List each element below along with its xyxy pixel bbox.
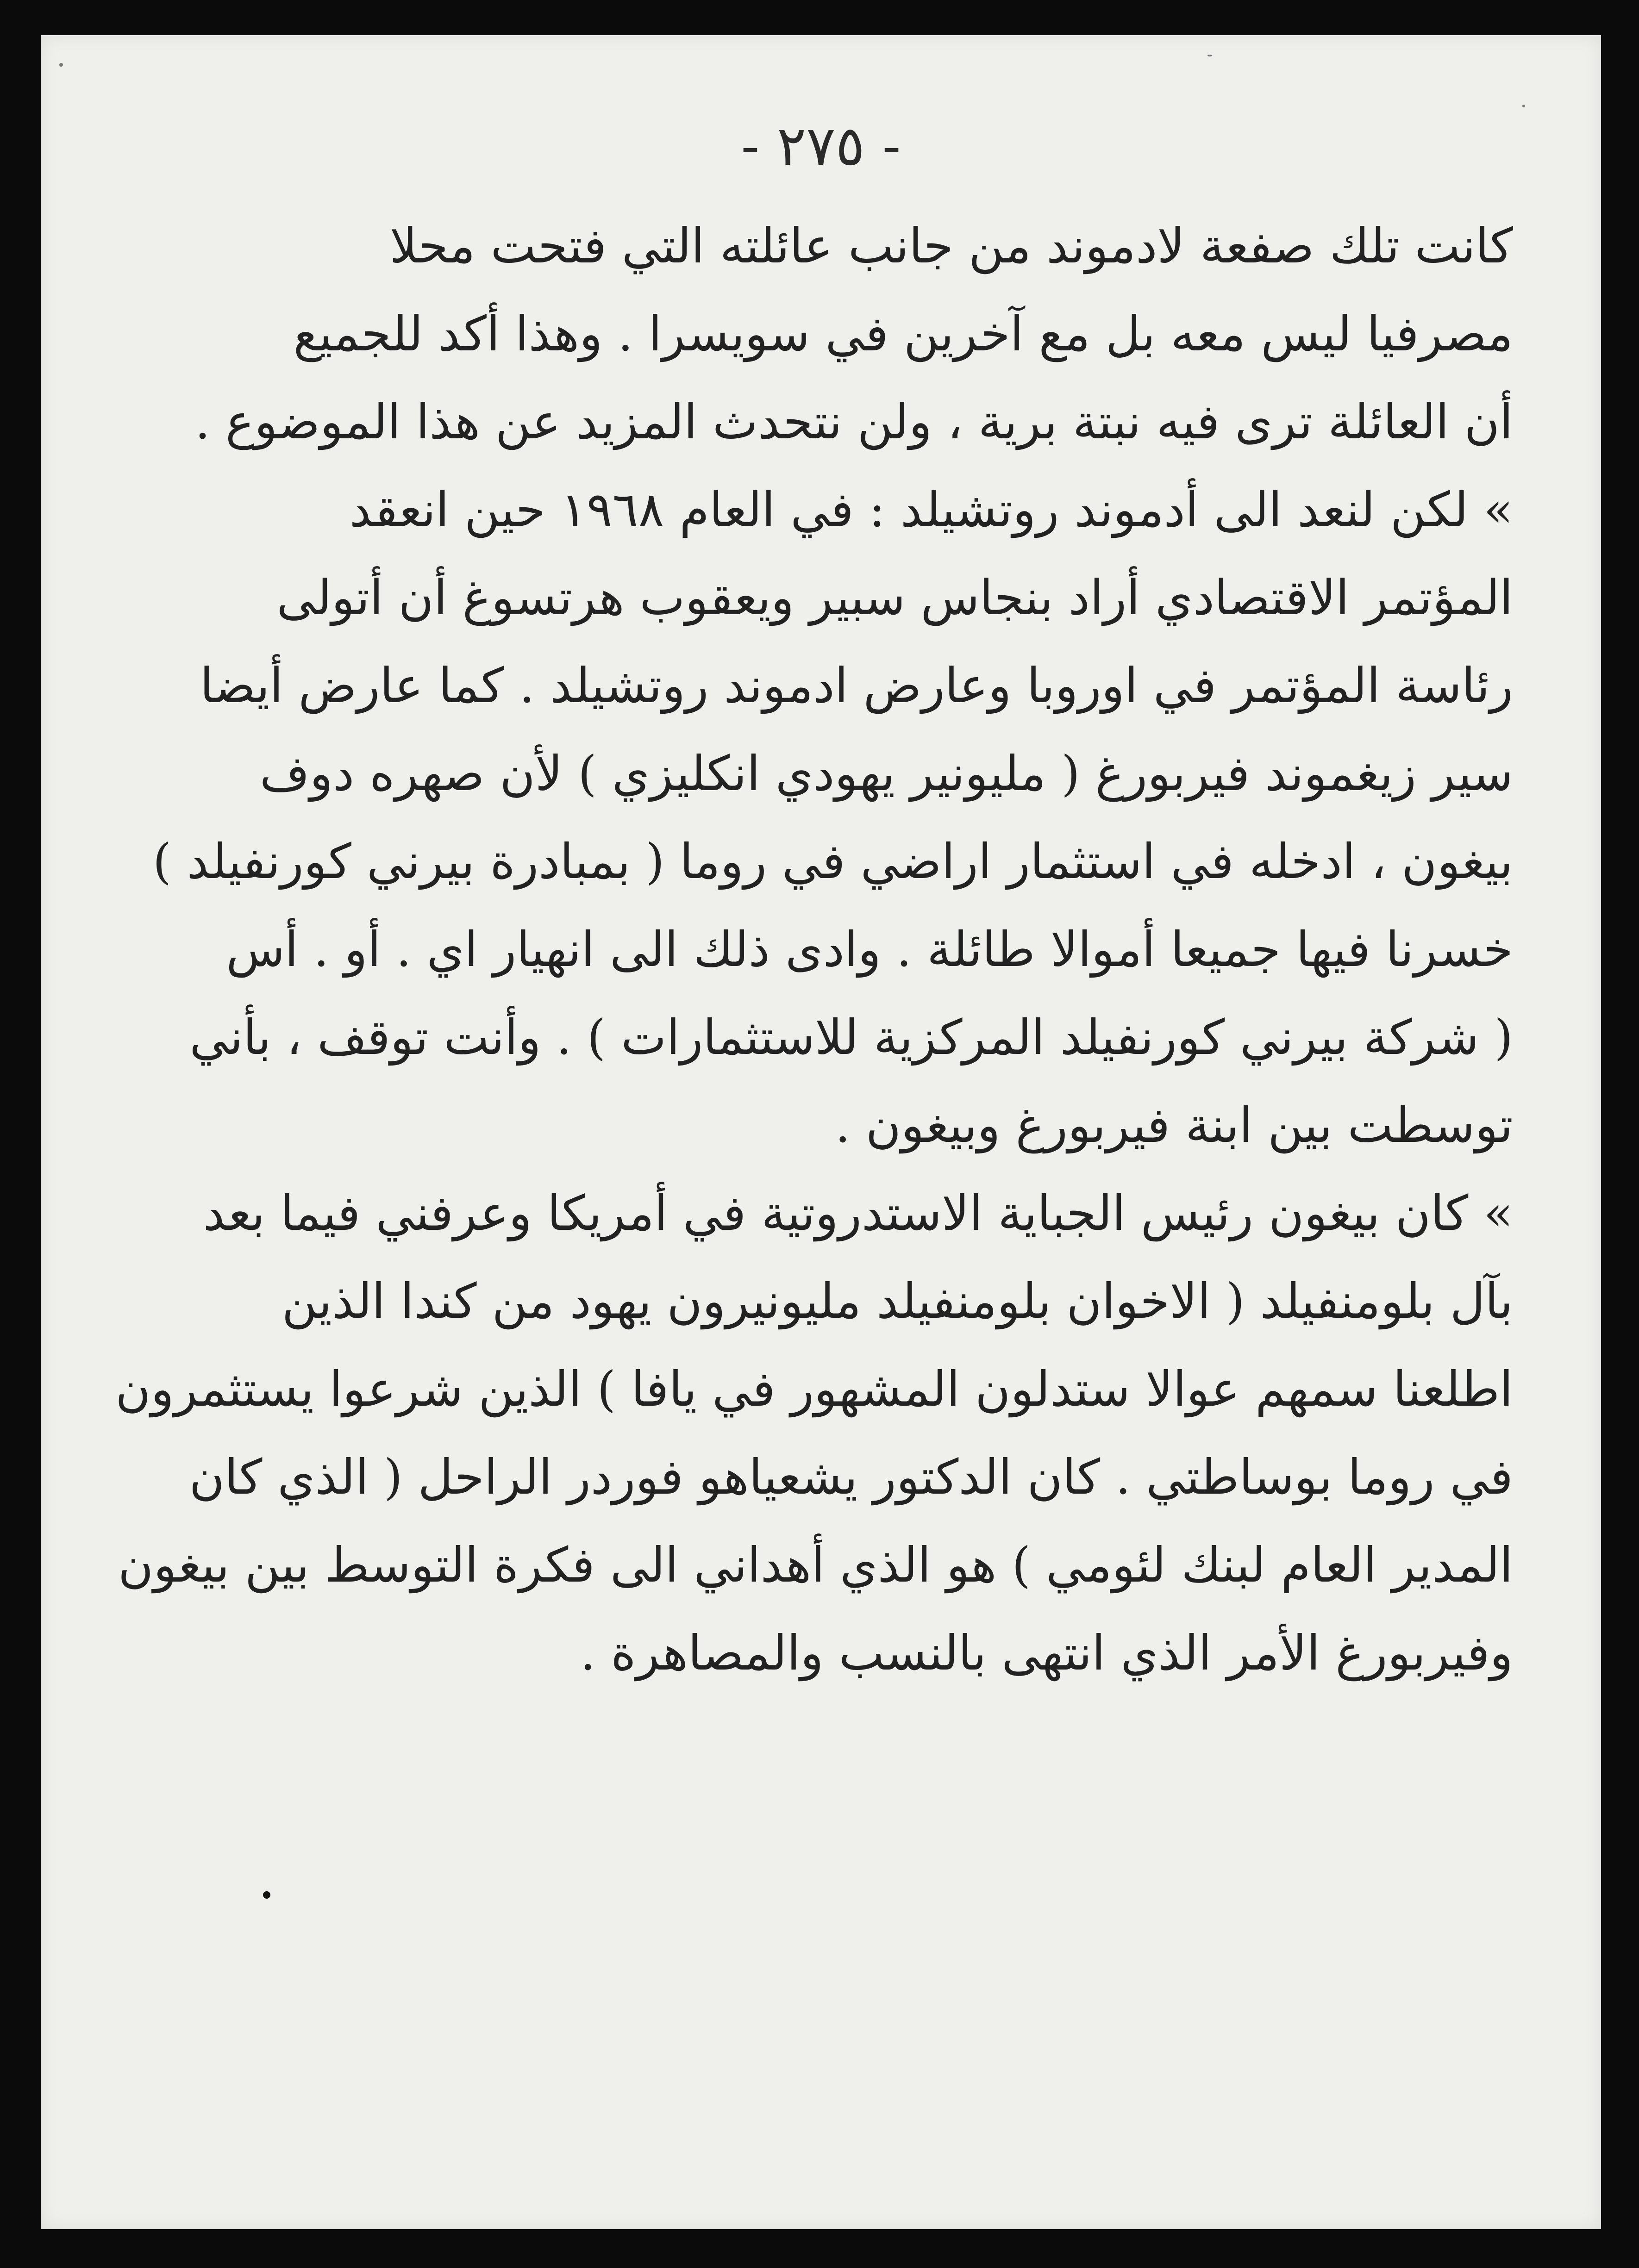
text-line: خسرنا فيها جميعا أموالا طائلة . وادى ذلك الى انهيار اي . أو . أس [226,921,1513,978]
text-line: مصرفيا ليس معه بل مع آخرين في سويسرا . وهذا أكد للجميع [293,305,1513,362]
text-line: وفيربورغ الأمر الذي انتهى بالنسب والمصاهرة . [580,1625,1513,1681]
text-line: بآل بلومنفيلد ( الاخوان بلومنفيلد مليونيرون يهود من كندا الذين [282,1273,1513,1329]
text-line: » كان بيغون رئيس الجباية الاستدروتية في أمريكا وعرفني فيما بعد [203,1185,1513,1241]
text-line: توسطت بين ابنة فيربورغ وبيغون . [835,1097,1513,1153]
text-line: في روما بوساطتي . كان الدكتور يشعياهو فوردر الراحل ( الذي كان [189,1449,1513,1505]
text-line: المدير العام لبنك لئومي ) هو الذي أهداني الى فكرة التوسط بين بيغون [118,1537,1513,1593]
text-line: المؤتمر الاقتصادي أراد بنجاس سبير ويعقوب هرتسوغ أن أتولى [276,569,1513,626]
paper-speck [1207,55,1212,56]
document-page [41,35,1601,2229]
text-line: رئاسة المؤتمر في اوروبا وعارض ادموند روتشيلد . كما عارض أيضا [200,657,1513,714]
ink-dot [263,1891,270,1899]
text-line: ( شركة بيرني كورنفيلد المركزية للاستثمارات ) . وأنت توقف ، بأني [189,1009,1513,1065]
page-number: - ٢٧٥ - [741,114,901,178]
text-line: سير زيغموند فيربورغ ( مليونير يهودي انكليزي ) لأن صهره دوف [259,745,1513,802]
text-line: اطلعنا سمهم عوالا ستدلون المشهور في يافا ) الذين شرعوا يستثمرون [115,1361,1513,1417]
handwritten-text-block [115,202,1513,1868]
paper-speck [1522,105,1525,107]
text-line: بيغون ، ادخله في استثمار اراضي في روما ( بمبادرة بيرني كورنفيلد ) [152,833,1513,890]
text-line: أن العائلة ترى فيه نبتة برية ، ولن نتحدث المزيد عن هذا الموضوع . [194,393,1513,450]
text-line: كانت تلك صفعة لادموند من جانب عائلته التي فتحت محلا [389,218,1513,274]
text-line: » لكن لنعد الى أدموند روتشيلد : في العام ١٩٦٨ حين انعقد [349,481,1513,538]
paper-speck [59,63,63,67]
